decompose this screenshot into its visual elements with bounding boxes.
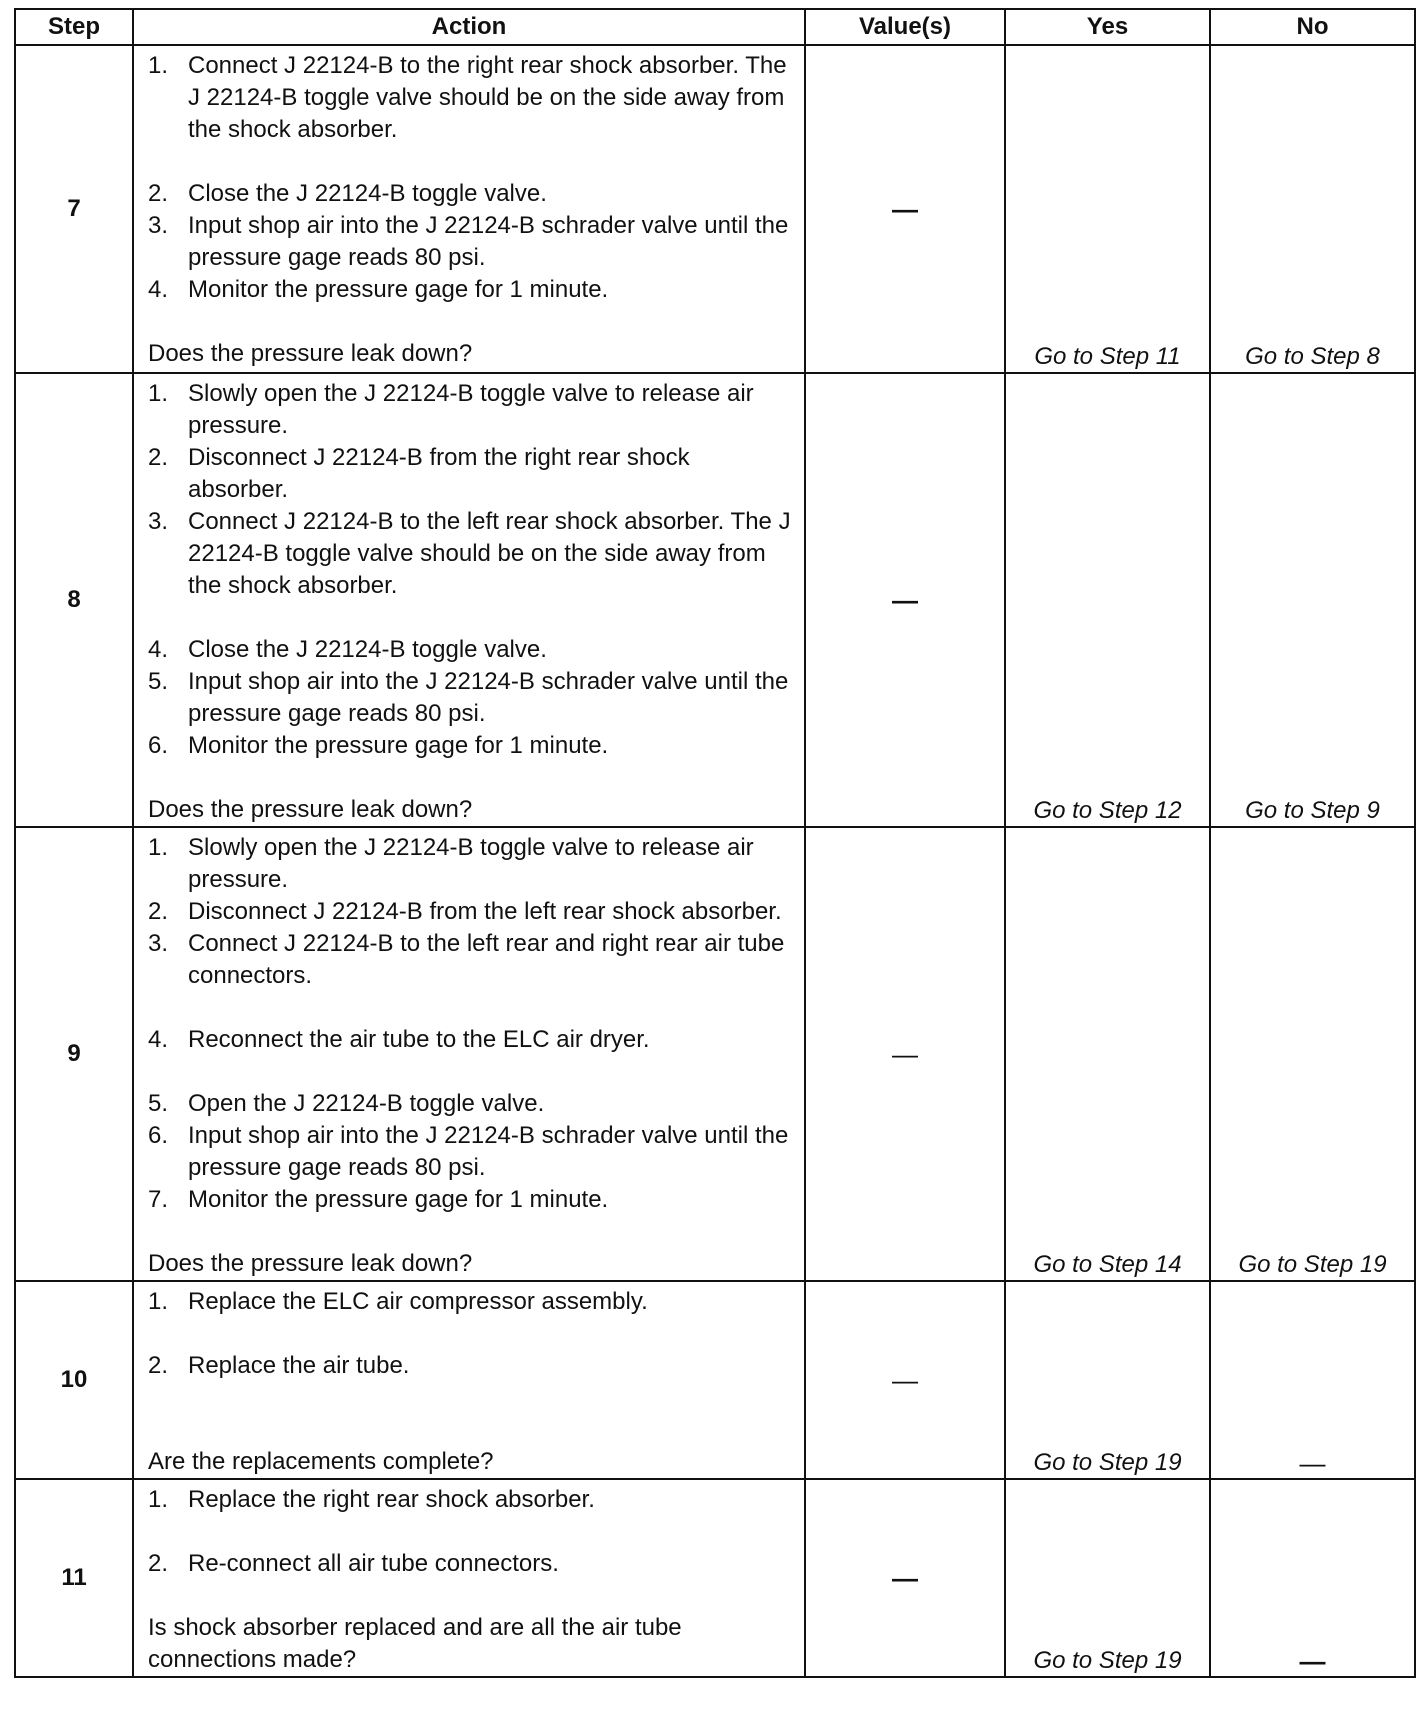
list-item <box>148 378 794 442</box>
item-text: Connect J 22124-B to the left rear shock absorber. The J 22124-B toggle valve should be on the side away from the shock absorber. <box>188 508 791 599</box>
table-row-step-9 <box>15 827 1415 1281</box>
action-cell <box>133 1479 805 1677</box>
action-list <box>148 378 794 794</box>
item-number: 1. <box>148 380 169 407</box>
table-row-step-8 <box>15 373 1415 827</box>
list-item <box>148 1184 794 1216</box>
item-number: 3. <box>148 930 169 957</box>
question-text: Does the pressure leak down? <box>148 796 473 823</box>
list-item <box>148 50 794 146</box>
item-text: Slowly open the J 22124-B toggle valve to release air pressure. <box>188 834 754 893</box>
header-no-label: No <box>1296 13 1329 40</box>
header-no <box>1210 9 1415 45</box>
item-number: 2. <box>148 1550 169 1577</box>
header-values <box>805 9 1005 45</box>
action-list <box>148 832 794 1248</box>
spacer <box>148 1056 794 1088</box>
item-text: Close the J 22124-B toggle valve. <box>188 180 547 207</box>
list-item <box>148 1120 794 1184</box>
spacer <box>148 992 794 1024</box>
no-cell <box>1210 827 1415 1281</box>
diagnostic-table <box>14 8 1416 1678</box>
item-text: Monitor the pressure gage for 1 minute. <box>188 732 609 759</box>
yes-link: Go to Step 19 <box>1033 1647 1182 1674</box>
list-item <box>148 274 794 306</box>
spacer <box>148 1216 794 1248</box>
yes-link: Go to Step 12 <box>1033 797 1182 824</box>
item-text: Re-connect all air tube connectors. <box>188 1550 559 1577</box>
list-item <box>148 730 794 762</box>
item-number: 3. <box>148 508 169 535</box>
value-cell: — <box>805 373 1005 827</box>
question-text: Does the pressure leak down? <box>148 1250 473 1277</box>
no-link: Go to Step 9 <box>1245 797 1380 824</box>
item-text: Replace the right rear shock absorber. <box>188 1486 595 1513</box>
spacer <box>148 602 794 634</box>
item-number: 1. <box>148 1288 169 1315</box>
item-text: Input shop air into the J 22124-B schrader valve until the pressure gage reads 80 psi. <box>188 212 789 271</box>
yes-cell <box>1005 1479 1210 1677</box>
no-cell <box>1210 45 1415 373</box>
value-cell: — <box>805 1479 1005 1677</box>
spacer <box>148 762 794 794</box>
header-action <box>133 9 805 45</box>
yes-cell <box>1005 45 1210 373</box>
item-number: 4. <box>148 636 169 663</box>
item-text: Connect J 22124-B to the right rear shock absorber. The J 22124-B toggle valve should be on the side away from the shock absorber. <box>188 52 787 143</box>
item-number: 6. <box>148 1122 169 1149</box>
no-cell <box>1210 373 1415 827</box>
action-cell <box>133 827 805 1281</box>
action-cell <box>133 373 805 827</box>
list-item <box>148 896 794 928</box>
question-text: Does the pressure leak down? <box>148 340 473 367</box>
yes-cell <box>1005 373 1210 827</box>
action-list <box>148 1484 794 1612</box>
item-text: Open the J 22124-B toggle valve. <box>188 1090 545 1117</box>
no-cell <box>1210 1281 1415 1479</box>
spacer <box>148 1580 794 1612</box>
table-row-step-7 <box>15 45 1415 373</box>
no-link: Go to Step 19 <box>1238 1251 1387 1278</box>
item-number: 3. <box>148 212 169 239</box>
list-item <box>148 442 794 506</box>
no-link: — <box>1299 1646 1326 1676</box>
header-step <box>15 9 133 45</box>
header-values-label: Value(s) <box>858 13 952 40</box>
item-number: 7. <box>148 1186 169 1213</box>
value-cell: — <box>805 827 1005 1281</box>
item-number: 6. <box>148 732 169 759</box>
list-item <box>148 634 794 666</box>
table-row-step-10 <box>15 1281 1415 1479</box>
item-number: 1. <box>148 52 169 79</box>
list-item <box>148 928 794 992</box>
item-text: Reconnect the air tube to the ELC air dryer. <box>188 1026 650 1053</box>
header-action-label: Action <box>431 13 507 40</box>
step-number: 11 <box>15 1479 133 1677</box>
spacer <box>148 146 794 178</box>
yes-link: Go to Step 14 <box>1033 1251 1182 1278</box>
item-text: Slowly open the J 22124-B toggle valve to release air pressure. <box>188 380 754 439</box>
list-item <box>148 666 794 730</box>
item-text: Close the J 22124-B toggle valve. <box>188 636 547 663</box>
question-text: Are the replacements complete? <box>148 1448 494 1475</box>
value-cell: — <box>805 45 1005 373</box>
step-number: 7 <box>15 45 133 373</box>
action-cell <box>133 45 805 373</box>
item-number: 5. <box>148 1090 169 1117</box>
list-item <box>148 178 794 210</box>
header-yes-label: Yes <box>1086 13 1129 40</box>
header-row <box>15 9 1415 45</box>
value-cell: — <box>805 1281 1005 1479</box>
no-link: Go to Step 8 <box>1245 343 1380 370</box>
item-number: 2. <box>148 180 169 207</box>
list-item <box>148 1548 794 1580</box>
item-text: Replace the air tube. <box>188 1352 410 1379</box>
list-item <box>148 1350 794 1382</box>
spacer <box>148 1414 794 1446</box>
item-number: 2. <box>148 898 169 925</box>
list-item <box>148 506 794 602</box>
list-item <box>148 1484 794 1516</box>
spacer <box>148 1318 794 1350</box>
item-number: 2. <box>148 444 169 471</box>
header-yes <box>1005 9 1210 45</box>
action-list <box>148 50 794 338</box>
item-text: Input shop air into the J 22124-B schrader valve until the pressure gage reads 80 psi. <box>188 668 789 727</box>
item-number: 5. <box>148 668 169 695</box>
item-number: 1. <box>148 1486 169 1513</box>
yes-cell <box>1005 827 1210 1281</box>
spacer <box>148 306 794 338</box>
item-number: 2. <box>148 1352 169 1379</box>
yes-link: Go to Step 19 <box>1033 1449 1182 1476</box>
item-text: Input shop air into the J 22124-B schrader valve until the pressure gage reads 80 psi. <box>188 1122 789 1181</box>
step-number: 8 <box>15 373 133 827</box>
no-cell <box>1210 1479 1415 1677</box>
item-text: Connect J 22124-B to the left rear and right rear air tube connectors. <box>188 930 785 989</box>
action-cell <box>133 1281 805 1479</box>
spacer <box>148 1382 794 1414</box>
item-number: 4. <box>148 1026 169 1053</box>
list-item <box>148 210 794 274</box>
list-item <box>148 1088 794 1120</box>
question-text: Is shock absorber replaced and are all the air tube connections made? <box>148 1614 682 1673</box>
item-text: Disconnect J 22124-B from the right rear shock absorber. <box>188 444 690 503</box>
item-text: Monitor the pressure gage for 1 minute. <box>188 1186 609 1213</box>
item-number: 4. <box>148 276 169 303</box>
list-item <box>148 1286 794 1318</box>
item-text: Monitor the pressure gage for 1 minute. <box>188 276 609 303</box>
list-item <box>148 1024 794 1056</box>
step-number: 9 <box>15 827 133 1281</box>
no-link: — <box>1299 1448 1326 1478</box>
yes-link: Go to Step 11 <box>1034 343 1181 370</box>
item-number: 1. <box>148 834 169 861</box>
action-list <box>148 1286 794 1446</box>
list-item <box>148 832 794 896</box>
header-step-label: Step <box>47 13 100 40</box>
step-number: 10 <box>15 1281 133 1479</box>
spacer <box>148 1516 794 1548</box>
item-text: Replace the ELC air compressor assembly. <box>188 1288 648 1315</box>
item-text: Disconnect J 22124-B from the left rear shock absorber. <box>188 898 782 925</box>
yes-cell <box>1005 1281 1210 1479</box>
table-row-step-11 <box>15 1479 1415 1677</box>
